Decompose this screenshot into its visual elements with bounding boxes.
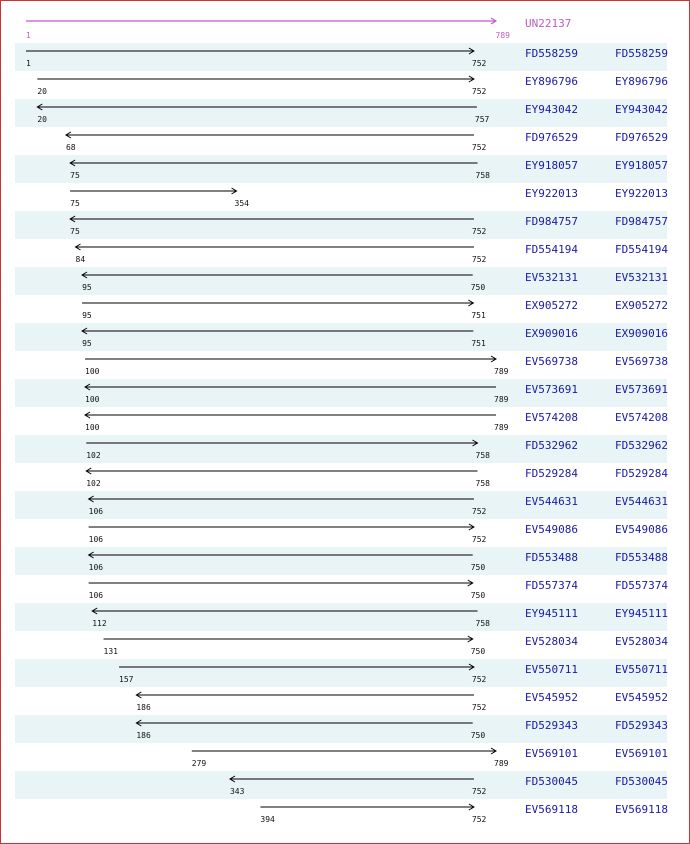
alignment-link-secondary[interactable]: EV569101 (615, 747, 668, 760)
alignment-link-secondary[interactable]: EV532131 (615, 271, 668, 284)
alignment-link-secondary[interactable]: FD558259 (615, 47, 668, 60)
alignment-link[interactable]: EX905272 (525, 299, 578, 312)
alignment-end-label: 752 (471, 143, 487, 152)
alignment-link-secondary[interactable]: EV550711 (615, 663, 668, 676)
alignment-link[interactable]: FD554194 (525, 243, 578, 256)
alignment-end-label: 750 (470, 647, 486, 656)
alignment-link-secondary[interactable]: EV574208 (615, 411, 668, 424)
alignment-link-secondary[interactable]: FD529284 (615, 467, 668, 480)
alignment-start-label: 102 (86, 479, 101, 488)
alignment-link[interactable]: EV569738 (525, 355, 578, 368)
alignment-start-label: 75 (70, 199, 80, 208)
alignment-link[interactable]: EV545952 (525, 691, 578, 704)
alignment-end-label: 752 (471, 59, 487, 68)
alignment-link[interactable]: EV549086 (525, 523, 578, 536)
alignment-link[interactable]: FD529343 (525, 719, 578, 732)
alignment-link-secondary[interactable]: EY922013 (615, 187, 668, 200)
reference-end-label: 789 (495, 31, 510, 40)
alignment-link-secondary[interactable]: EV569738 (615, 355, 668, 368)
alignment-end-label: 752 (471, 227, 487, 236)
alignment-link[interactable]: EV569101 (525, 747, 578, 760)
alignment-end-label: 752 (471, 815, 487, 824)
alignment-start-label: 279 (191, 759, 207, 768)
alignment-end-label: 758 (475, 171, 490, 180)
alignment-link-secondary[interactable]: EY918057 (615, 159, 668, 172)
alignment-end-label: 752 (471, 87, 487, 96)
alignment-end-label: 752 (471, 535, 487, 544)
alignment-link[interactable]: FD532962 (525, 439, 578, 452)
alignment-start-label: 106 (88, 507, 104, 516)
alignment-start-label: 343 (229, 787, 245, 796)
alignment-start-label: 1 (26, 59, 31, 68)
alignment-start-label: 75 (70, 227, 80, 236)
alignment-link-secondary[interactable]: FD976529 (615, 131, 668, 144)
alignment-link-secondary[interactable]: EY943042 (615, 103, 668, 116)
alignment-link[interactable]: EV532131 (525, 271, 578, 284)
alignment-end-label: 752 (471, 787, 487, 796)
alignment-link[interactable]: EY943042 (525, 103, 578, 116)
alignment-start-label: 68 (65, 143, 76, 152)
alignment-link-secondary[interactable]: EV549086 (615, 523, 668, 536)
alignment-start-label: 157 (119, 675, 134, 684)
alignment-start-label: 186 (136, 703, 151, 712)
alignment-link[interactable]: FD976529 (525, 131, 578, 144)
alignment-link[interactable]: EV569118 (525, 803, 578, 816)
alignment-link-secondary[interactable]: FD532962 (615, 439, 668, 452)
alignment-end-label: 354 (234, 199, 249, 208)
alignment-link[interactable]: EV573691 (525, 383, 578, 396)
alignment-start-label: 106 (88, 535, 104, 544)
alignment-start-label: 20 (37, 87, 47, 96)
alignment-link-secondary[interactable]: EV544631 (615, 495, 668, 508)
alignment-link[interactable]: FD558259 (525, 47, 578, 60)
alignment-end-label: 757 (474, 115, 490, 124)
alignment-arrows (1, 1, 689, 843)
alignment-end-label: 789 (494, 423, 509, 432)
alignment-link[interactable]: EV550711 (525, 663, 578, 676)
reference-name[interactable]: UN22137 (525, 17, 572, 30)
alignment-end-label: 751 (471, 311, 486, 320)
alignment-link[interactable]: FD530045 (525, 775, 578, 788)
alignment-link-secondary[interactable]: FD529343 (615, 719, 668, 732)
alignment-link-secondary[interactable]: EY896796 (615, 75, 668, 88)
alignment-link-secondary[interactable]: EV573691 (615, 383, 668, 396)
alignment-link[interactable]: EV544631 (525, 495, 578, 508)
alignment-link[interactable]: FD553488 (525, 551, 578, 564)
alignment-end-label: 752 (471, 507, 487, 516)
alignment-start-label: 102 (86, 451, 101, 460)
alignment-end-label: 758 (475, 479, 490, 488)
alignment-link[interactable]: EY896796 (525, 75, 578, 88)
alignment-start-label: 95 (82, 311, 92, 320)
alignment-link-secondary[interactable]: EV545952 (615, 691, 668, 704)
alignment-link[interactable]: EY945111 (525, 607, 578, 620)
alignment-link-secondary[interactable]: EX909016 (615, 327, 668, 340)
alignment-link[interactable]: EV574208 (525, 411, 578, 424)
alignment-start-label: 95 (82, 283, 92, 292)
alignment-start-label: 75 (70, 171, 80, 180)
alignment-link-secondary[interactable]: FD557374 (615, 579, 668, 592)
alignment-start-label: 106 (88, 591, 104, 600)
alignment-link-secondary[interactable]: EV569118 (615, 803, 668, 816)
alignment-end-label: 750 (470, 563, 486, 572)
alignment-end-label: 758 (475, 451, 490, 460)
alignment-link[interactable]: FD984757 (525, 215, 578, 228)
alignment-start-label: 186 (136, 731, 151, 740)
alignment-end-label: 789 (494, 759, 509, 768)
alignment-end-label: 758 (475, 619, 490, 628)
alignment-start-label: 394 (260, 815, 275, 824)
alignment-end-label: 750 (470, 591, 486, 600)
alignment-start-label: 100 (85, 395, 100, 404)
alignment-link-secondary[interactable]: FD554194 (615, 243, 668, 256)
alignment-end-label: 750 (470, 731, 486, 740)
alignment-start-label: 100 (85, 423, 100, 432)
alignment-link-secondary[interactable]: EX905272 (615, 299, 668, 312)
alignment-link-secondary[interactable]: FD984757 (615, 215, 668, 228)
alignment-link-secondary[interactable]: FD553488 (615, 551, 668, 564)
alignment-end-label: 752 (471, 675, 487, 684)
alignment-link-secondary[interactable]: EY945111 (615, 607, 668, 620)
alignment-end-label: 752 (471, 703, 487, 712)
alignment-end-label: 789 (494, 395, 509, 404)
alignment-start-label: 131 (103, 647, 118, 656)
alignment-link[interactable]: EV528034 (525, 635, 578, 648)
alignment-link[interactable]: EY918057 (525, 159, 578, 172)
alignment-end-label: 750 (470, 283, 486, 292)
alignment-link[interactable]: FD529284 (525, 467, 578, 480)
alignment-start-label: 95 (82, 339, 92, 348)
alignment-start-label: 84 (75, 255, 86, 264)
alignment-end-label: 789 (494, 367, 509, 376)
alignment-end-label: 751 (471, 339, 486, 348)
alignment-start-label: 112 (92, 619, 107, 628)
alignment-end-label: 752 (471, 255, 487, 264)
alignment-link-secondary[interactable]: FD530045 (615, 775, 668, 788)
alignment-link[interactable]: EX909016 (525, 327, 578, 340)
reference-start-label: 1 (26, 31, 31, 40)
alignment-start-label: 100 (85, 367, 100, 376)
alignment-link[interactable]: EY922013 (525, 187, 578, 200)
alignment-start-label: 20 (37, 115, 47, 124)
alignment-link-secondary[interactable]: EV528034 (615, 635, 668, 648)
alignment-link[interactable]: FD557374 (525, 579, 578, 592)
alignment-start-label: 106 (88, 563, 104, 572)
